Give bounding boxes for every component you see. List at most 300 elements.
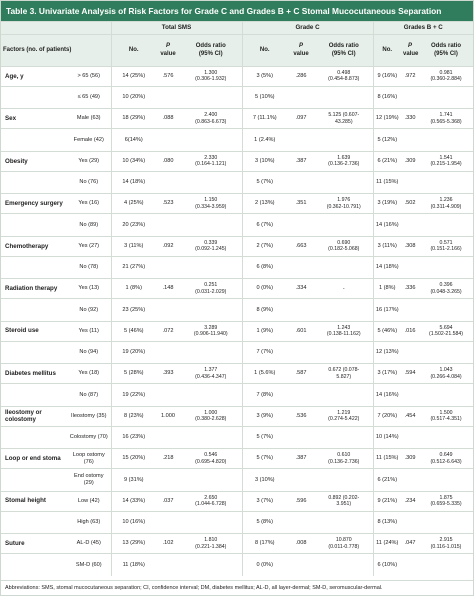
- factor-name-empty: [1, 511, 67, 534]
- odds-ratio-cell: [180, 214, 242, 237]
- count-cell: 5 (46%): [373, 321, 401, 341]
- factor-level: ≤ 65 (49): [67, 86, 111, 109]
- factor-level: Yes (16): [67, 194, 111, 214]
- odds-ratio-value: 1.300: [204, 69, 218, 76]
- odds-ratio-cell: [315, 554, 373, 576]
- count-cell: 7 (20%): [373, 406, 401, 426]
- odds-ratio-cell: [419, 534, 473, 554]
- odds-ratio-value: 1.875: [439, 494, 453, 501]
- odds-ratio-cell: [419, 364, 473, 384]
- confidence-interval: (0.011-0.778): [328, 543, 360, 550]
- factor-name: Emergency surgery: [1, 194, 67, 214]
- confidence-interval: 3.951): [336, 501, 352, 508]
- count-cell: 9 (31%): [111, 469, 156, 492]
- factor-name: Loop or end stoma: [1, 449, 67, 469]
- p-value-cell: .393: [156, 364, 180, 384]
- p-value-cell: [287, 299, 315, 322]
- p-value-cell: [287, 511, 315, 534]
- factor-name: Sex: [1, 109, 67, 129]
- odds-ratio-value: 0.690: [337, 239, 351, 246]
- p-value-cell: .047: [401, 534, 419, 554]
- count-cell: 1 (5.6%): [242, 364, 287, 384]
- count-cell: 14 (16%): [373, 214, 401, 237]
- p-value-cell: .596: [287, 491, 315, 511]
- confidence-interval: (0.906-11.940): [193, 331, 228, 338]
- odds-ratio-cell: [180, 554, 242, 576]
- table-body: [1, 67, 473, 576]
- p-value-cell: .536: [287, 406, 315, 426]
- count-cell: 0 (0%): [242, 554, 287, 576]
- odds-ratio-cell: [180, 321, 242, 341]
- odds-ratio-cell: [315, 67, 373, 87]
- odds-ratio-cell: [419, 279, 473, 299]
- odds-ratio-value: 0.339: [204, 239, 218, 246]
- p-value-cell: .072: [156, 321, 180, 341]
- abbreviations-footnote: Abbreviations: SMS, stomal mucocutaneous separation; CI, confidence interval; DM, diabetes mellitus; AL-D, all layer-dermal; SM-D, seromuscular-dermal.: [1, 580, 473, 595]
- factor-level: No (94): [67, 341, 111, 364]
- table-row: [1, 426, 473, 449]
- p-value-cell: [287, 86, 315, 109]
- confidence-interval: (0.436-4.347): [195, 373, 227, 380]
- odds-ratio-cell: [419, 554, 473, 576]
- p-value-cell: [156, 256, 180, 279]
- table-row: [1, 256, 473, 279]
- p-value-cell: .092: [156, 236, 180, 256]
- odds-ratio-cell: [180, 194, 242, 214]
- odds-ratio-value: 0.396: [439, 282, 453, 289]
- odds-ratio-cell: [419, 449, 473, 469]
- count-cell: 8 (16%): [373, 86, 401, 109]
- table-row: [1, 279, 473, 299]
- factor-level: Ileostomy (35): [67, 406, 111, 426]
- count-cell: 5 (12%): [373, 129, 401, 152]
- p-value-cell: [401, 86, 419, 109]
- confidence-interval: (0.306-1.932): [195, 76, 227, 83]
- factor-level: Yes (18): [67, 364, 111, 384]
- p-value-header: P value: [156, 35, 180, 67]
- odds-ratio-value: 1.243: [337, 324, 351, 331]
- odds-ratio-value: -: [342, 285, 345, 292]
- odds-ratio-cell: [315, 279, 373, 299]
- odds-ratio-cell: [180, 86, 242, 109]
- count-cell: 10 (14%): [373, 426, 401, 449]
- p-value-cell: [287, 341, 315, 364]
- group-header-grade-c: Grade C: [242, 22, 373, 35]
- table-row: [1, 151, 473, 171]
- group-header-grade-bc: Grades B + C: [373, 22, 473, 35]
- odds-ratio-header: Odds ratio (95% CI): [419, 35, 473, 67]
- p-value-cell: [156, 384, 180, 407]
- p-value-cell: .576: [156, 67, 180, 87]
- count-cell: 6(14%): [111, 129, 156, 152]
- count-cell: 8 (23%): [111, 406, 156, 426]
- p-value-cell: [401, 256, 419, 279]
- odds-ratio-value: 1.236: [439, 197, 453, 204]
- factor-name-empty: [1, 214, 67, 237]
- confidence-interval: (0.311-4.909): [430, 203, 462, 210]
- table-row: [1, 491, 473, 511]
- factor-level: Yes (13): [67, 279, 111, 299]
- table-row: [1, 511, 473, 534]
- table-row: [1, 341, 473, 364]
- group-header-total: Total SMS: [111, 22, 242, 35]
- odds-ratio-value: 0.498: [337, 69, 351, 76]
- confidence-interval: (0.215-1.954): [430, 161, 462, 168]
- odds-ratio-cell: [419, 321, 473, 341]
- table-row: [1, 299, 473, 322]
- p-value-cell: [287, 256, 315, 279]
- p-value-cell: [401, 511, 419, 534]
- odds-ratio-value: 3.289: [204, 324, 218, 331]
- odds-ratio-cell: [180, 384, 242, 407]
- confidence-interval: (0.334-3.959): [195, 203, 227, 210]
- count-cell: 16 (23%): [111, 426, 156, 449]
- p-value-cell: [401, 171, 419, 194]
- confidence-interval: (0.517-4.351): [430, 416, 462, 423]
- confidence-interval: (0.116-1.015): [430, 543, 462, 550]
- odds-ratio-cell: [180, 151, 242, 171]
- p-value-cell: .387: [287, 449, 315, 469]
- odds-ratio-cell: [419, 171, 473, 194]
- factor-level: No (92): [67, 299, 111, 322]
- p-value-cell: .309: [401, 151, 419, 171]
- odds-ratio-cell: [315, 86, 373, 109]
- factor-level: No (76): [67, 171, 111, 194]
- count-cell: 5 (7%): [242, 449, 287, 469]
- odds-ratio-cell: [315, 426, 373, 449]
- odds-ratio-cell: [315, 236, 373, 256]
- factor-name-empty: [1, 554, 67, 576]
- table-row: [1, 321, 473, 341]
- count-cell: 4 (25%): [111, 194, 156, 214]
- odds-ratio-value: 2.330: [204, 154, 218, 161]
- count-cell: 7 (11.1%): [242, 109, 287, 129]
- confidence-interval: (0.136-2.736): [328, 161, 360, 168]
- odds-ratio-value: 5.125 (0.607-: [328, 112, 360, 119]
- table-row: [1, 406, 473, 426]
- p-value-cell: .336: [401, 279, 419, 299]
- odds-ratio-cell: [419, 67, 473, 87]
- odds-ratio-value: 0.251: [204, 282, 218, 289]
- count-cell: 6 (21%): [373, 151, 401, 171]
- count-cell: 0 (0%): [242, 279, 287, 299]
- odds-ratio-cell: [180, 534, 242, 554]
- odds-ratio-cell: [180, 449, 242, 469]
- count-cell: 14 (16%): [373, 384, 401, 407]
- factor-name: Age, y: [1, 67, 67, 87]
- odds-ratio-value: 1.377: [204, 367, 218, 374]
- count-cell: 12 (19%): [373, 109, 401, 129]
- odds-ratio-cell: [419, 256, 473, 279]
- p-value-cell: [401, 469, 419, 492]
- p-value-cell: .218: [156, 449, 180, 469]
- p-value-cell: [156, 299, 180, 322]
- odds-ratio-header: Odds ratio (95% CI): [180, 35, 242, 67]
- odds-ratio-cell: [315, 341, 373, 364]
- p-value-cell: [401, 129, 419, 152]
- confidence-interval: 5.827): [336, 373, 352, 380]
- odds-ratio-cell: [419, 469, 473, 492]
- factor-name: Steroid use: [1, 321, 67, 341]
- odds-ratio-cell: [180, 491, 242, 511]
- factor-name: Stomal height: [1, 491, 67, 511]
- confidence-interval: (0.151-2.166): [430, 246, 462, 253]
- odds-ratio-cell: [419, 151, 473, 171]
- factor-level: > 65 (56): [67, 67, 111, 87]
- odds-ratio-value: 0.571: [439, 239, 453, 246]
- confidence-interval: (0.136-2.736): [328, 458, 360, 465]
- confidence-interval: (0.360-2.884): [430, 76, 462, 83]
- factor-name-empty: [1, 469, 67, 492]
- odds-ratio-cell: [419, 406, 473, 426]
- factor-header-spacer: [1, 22, 111, 35]
- table-row: [1, 469, 473, 492]
- confidence-interval: (0.031-2.029): [195, 288, 227, 295]
- factor-name-empty: [1, 256, 67, 279]
- factor-level: Colostomy (70): [67, 426, 111, 449]
- factor-level: End ostomy (29): [67, 469, 111, 492]
- table-row: [1, 67, 473, 87]
- odds-ratio-cell: [315, 109, 373, 129]
- count-cell: 5 (7%): [242, 426, 287, 449]
- factor-level: Yes (11): [67, 321, 111, 341]
- count-cell: 10 (20%): [111, 86, 156, 109]
- odds-ratio-value: 1.810: [204, 537, 218, 544]
- table-row: [1, 109, 473, 129]
- odds-ratio-cell: [419, 86, 473, 109]
- count-cell: 13 (29%): [111, 534, 156, 554]
- p-value-cell: [287, 129, 315, 152]
- odds-ratio-cell: [315, 151, 373, 171]
- confidence-interval: (0.565-5.368): [430, 118, 462, 125]
- count-cell: 11 (18%): [111, 554, 156, 576]
- odds-ratio-cell: [180, 364, 242, 384]
- odds-ratio-cell: [180, 469, 242, 492]
- count-cell: 14 (18%): [373, 256, 401, 279]
- odds-ratio-value: 0.610: [337, 452, 351, 459]
- count-cell: 5 (46%): [111, 321, 156, 341]
- odds-ratio-cell: [180, 511, 242, 534]
- odds-ratio-value: 2.650: [204, 494, 218, 501]
- count-cell: 7 (8%): [242, 384, 287, 407]
- count-cell: 11 (15%): [373, 171, 401, 194]
- odds-ratio-cell: [419, 299, 473, 322]
- odds-ratio-value: 1.541: [439, 154, 453, 161]
- count-cell: 3 (10%): [242, 151, 287, 171]
- count-cell: 3 (19%): [373, 194, 401, 214]
- count-cell: 1 (8%): [373, 279, 401, 299]
- p-value-cell: [401, 426, 419, 449]
- count-cell: 1 (9%): [242, 321, 287, 341]
- factor-level: No (87): [67, 384, 111, 407]
- factor-level: Loop ostomy (76): [67, 449, 111, 469]
- p-value-cell: [287, 469, 315, 492]
- factor-level: Female (42): [67, 129, 111, 152]
- factor-name: Suture: [1, 534, 67, 554]
- count-cell: 3 (10%): [242, 469, 287, 492]
- count-cell: 3 (11%): [111, 236, 156, 256]
- table-row: [1, 384, 473, 407]
- confidence-interval: (0.362-10.791): [326, 203, 361, 210]
- p-value-cell: 1.000: [156, 406, 180, 426]
- count-cell: 8 (9%): [242, 299, 287, 322]
- factor-column-header: Factors (no. of patients): [1, 35, 111, 67]
- odds-ratio-cell: [315, 129, 373, 152]
- p-value-cell: .594: [401, 364, 419, 384]
- p-value-cell: .088: [156, 109, 180, 129]
- table-row: [1, 194, 473, 214]
- count-cell: 6 (8%): [242, 256, 287, 279]
- table-row: [1, 364, 473, 384]
- count-cell: 3 (9%): [242, 406, 287, 426]
- p-value-cell: .286: [287, 67, 315, 87]
- odds-ratio-cell: [315, 299, 373, 322]
- count-cell: 3 (11%): [373, 236, 401, 256]
- p-value-cell: [287, 214, 315, 237]
- count-cell: 19 (20%): [111, 341, 156, 364]
- confidence-interval: (0.138-11.162): [326, 331, 361, 338]
- count-cell: 15 (20%): [111, 449, 156, 469]
- count-cell: 19 (22%): [111, 384, 156, 407]
- p-value-cell: .308: [401, 236, 419, 256]
- factor-level: Yes (27): [67, 236, 111, 256]
- factor-name-empty: [1, 384, 67, 407]
- p-value-cell: .102: [156, 534, 180, 554]
- count-cell: 6 (10%): [373, 554, 401, 576]
- factor-level: Low (42): [67, 491, 111, 511]
- count-cell: 6 (21%): [373, 469, 401, 492]
- count-cell: 5 (28%): [111, 364, 156, 384]
- count-cell: 2 (13%): [242, 194, 287, 214]
- count-cell: 3 (5%): [242, 67, 287, 87]
- count-cell: 5 (10%): [242, 86, 287, 109]
- p-value-cell: [156, 511, 180, 534]
- odds-ratio-value: 1.043: [439, 367, 453, 374]
- p-value-cell: [287, 384, 315, 407]
- p-value-cell: [156, 86, 180, 109]
- odds-ratio-cell: [180, 406, 242, 426]
- odds-ratio-cell: [315, 449, 373, 469]
- p-value-cell: [401, 214, 419, 237]
- odds-ratio-cell: [180, 67, 242, 87]
- count-cell: 7 (7%): [242, 341, 287, 364]
- odds-ratio-cell: [180, 299, 242, 322]
- p-value-cell: [401, 341, 419, 364]
- p-value-cell: .387: [287, 151, 315, 171]
- p-value-cell: [287, 426, 315, 449]
- confidence-interval: (0.659-5.335): [430, 501, 462, 508]
- confidence-interval: (0.380-2.628): [195, 416, 227, 423]
- p-value-cell: .330: [401, 109, 419, 129]
- table-title: Table 3. Univariate Analysis of Risk Factors for Grade C and Grades B + C Stomal Mucocutaneous Separation: [1, 1, 473, 21]
- no-header: No.: [111, 35, 156, 67]
- odds-ratio-cell: [315, 491, 373, 511]
- factor-name-empty: [1, 171, 67, 194]
- factor-name-empty: [1, 426, 67, 449]
- odds-ratio-cell: [180, 171, 242, 194]
- count-cell: 16 (17%): [373, 299, 401, 322]
- odds-ratio-value: 1.219: [337, 409, 351, 416]
- confidence-interval: (0.164-1.121): [195, 161, 227, 168]
- count-cell: 12 (13%): [373, 341, 401, 364]
- p-value-cell: [156, 554, 180, 576]
- odds-ratio-cell: [419, 214, 473, 237]
- p-value-cell: [156, 171, 180, 194]
- count-cell: 3 (7%): [242, 491, 287, 511]
- p-value-cell: .502: [401, 194, 419, 214]
- confidence-interval: (0.266-4.084): [430, 373, 462, 380]
- odds-ratio-value: 2.915: [439, 537, 453, 544]
- p-value-cell: .234: [401, 491, 419, 511]
- p-value-cell: .037: [156, 491, 180, 511]
- factor-level: AL-D (45): [67, 534, 111, 554]
- table-row: [1, 214, 473, 237]
- table-row: [1, 236, 473, 256]
- confidence-interval: (0.048-3.265): [430, 288, 462, 295]
- confidence-interval: 43.285): [334, 118, 353, 125]
- p-value-cell: [156, 214, 180, 237]
- confidence-interval: (0.863-6.673): [195, 118, 227, 125]
- odds-ratio-value: 1.150: [204, 197, 218, 204]
- odds-ratio-value: 0.892 (0.202-: [328, 494, 360, 501]
- count-cell: 3 (17%): [373, 364, 401, 384]
- count-cell: 11 (15%): [373, 449, 401, 469]
- p-value-cell: .148: [156, 279, 180, 299]
- odds-ratio-value: 1.000: [204, 409, 218, 416]
- factor-level: Yes (29): [67, 151, 111, 171]
- count-cell: 9 (16%): [373, 67, 401, 87]
- p-value-cell: [156, 129, 180, 152]
- factor-name-empty: [1, 341, 67, 364]
- odds-ratio-cell: [180, 236, 242, 256]
- p-value-cell: .351: [287, 194, 315, 214]
- odds-ratio-cell: [315, 511, 373, 534]
- odds-ratio-cell: [315, 321, 373, 341]
- table-row: [1, 86, 473, 109]
- odds-ratio-cell: [419, 426, 473, 449]
- confidence-interval: (0.182-5.068): [328, 246, 360, 253]
- factor-name-empty: [1, 129, 67, 152]
- odds-ratio-value: 0.672 (0.078-: [328, 367, 360, 374]
- confidence-interval: (1.044-6.728): [195, 501, 227, 508]
- odds-ratio-value: 1.976: [337, 197, 351, 204]
- odds-ratio-cell: [180, 279, 242, 299]
- odds-ratio-cell: [419, 341, 473, 364]
- factor-name: Radiation therapy: [1, 279, 67, 299]
- p-value-cell: [156, 469, 180, 492]
- p-value-cell: .972: [401, 67, 419, 87]
- odds-ratio-cell: [180, 341, 242, 364]
- odds-ratio-value: 1.741: [439, 112, 453, 119]
- factor-name: Diabetes mellitus: [1, 364, 67, 384]
- count-cell: 6 (7%): [242, 214, 287, 237]
- p-value-cell: .523: [156, 194, 180, 214]
- factor-level: High (63): [67, 511, 111, 534]
- p-value-cell: [287, 554, 315, 576]
- p-value-header: P value: [401, 35, 419, 67]
- count-cell: 14 (18%): [111, 171, 156, 194]
- no-header: No.: [373, 35, 401, 67]
- factor-level: No (78): [67, 256, 111, 279]
- p-value-cell: [401, 554, 419, 576]
- p-value-cell: .334: [287, 279, 315, 299]
- column-header-row: [1, 35, 473, 67]
- p-value-cell: .097: [287, 109, 315, 129]
- odds-ratio-cell: [315, 214, 373, 237]
- p-value-cell: [401, 384, 419, 407]
- count-cell: 20 (23%): [111, 214, 156, 237]
- confidence-interval: (1.502-21.584): [429, 331, 464, 338]
